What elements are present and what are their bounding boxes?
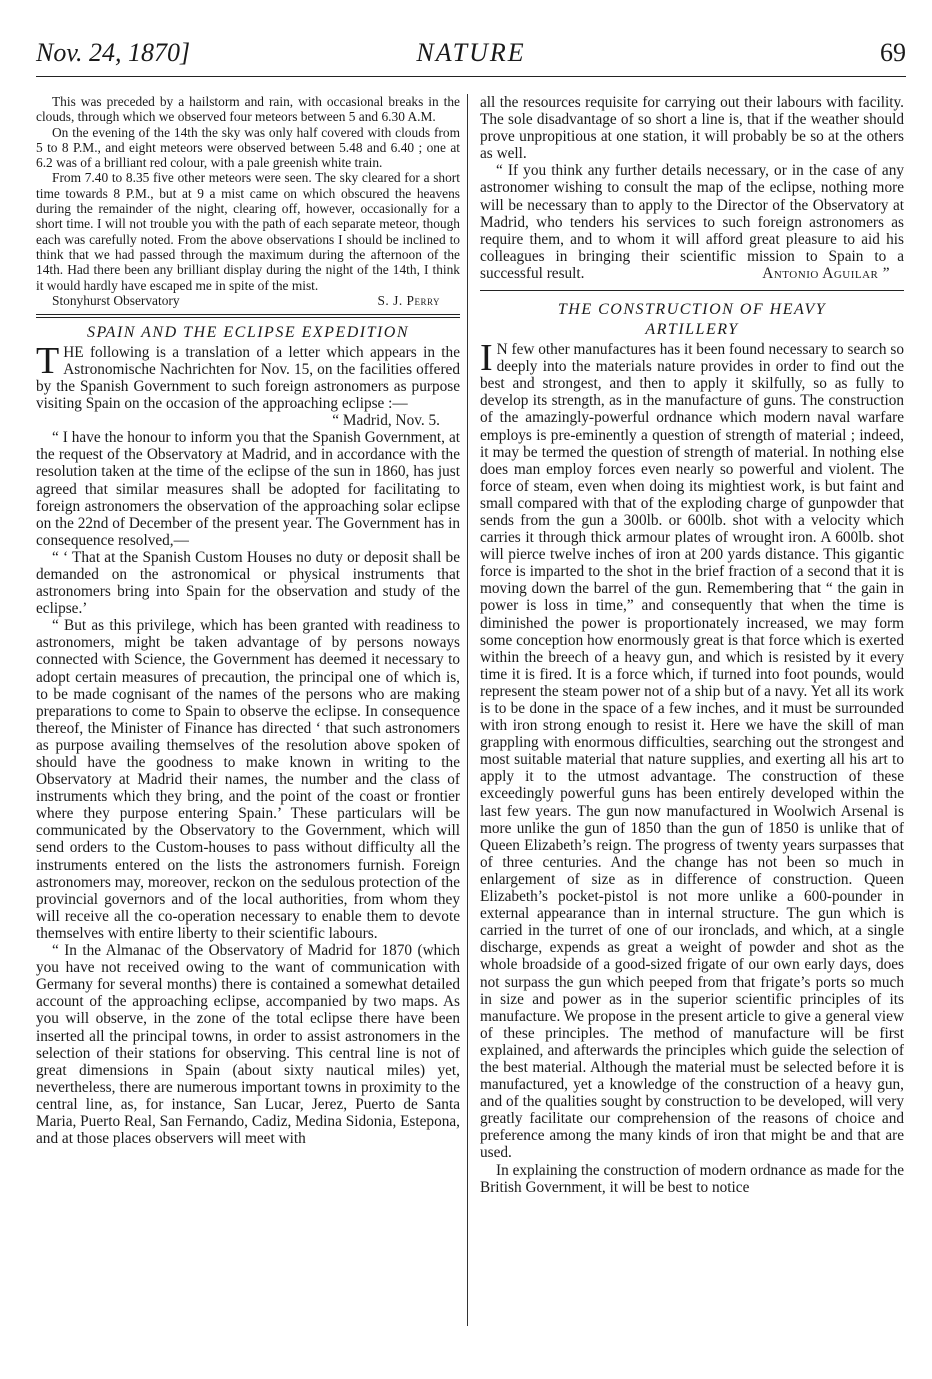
issue-date: Nov. 24, 1870]	[36, 38, 191, 67]
spain-continuation-1: all the resources requisite for carrying out their labours with facility. The sole disadvantage of so short a line is, that if the weather should prove unpropitious at one station, it will probably be so at the others as well.	[480, 94, 904, 163]
spain-dateline: “ Madrid, Nov. 5.	[332, 412, 440, 430]
perry-paragraph-2: On the evening of the 14th the sky was only half covered with clouds from 5 to 8 P.M., and eight meteors were observed between 5.48 and 6.40 ; one at 6.2 was of a brilliant red colour, with a pale greenish white train.	[36, 124, 460, 171]
column-divider	[467, 94, 468, 1326]
page-header	[36, 38, 906, 72]
section-rule-right	[480, 290, 904, 291]
artillery-paragraph-1	[480, 337, 904, 1162]
artillery-paragraph-1-text: N few other manufactures has it been found necessary to search so deeply into the materials nature provides in order to find out the best and strongest, and then to apply it skilfully, so as fully to develop its strength, as in the manufacture of guns. The construction of the amazingly-powerful ordnance which modern naval warfare employs is pre-eminently a question of strength of material ; indeed, it may be termed the question of strength of material. In nothing else does man employ forces even nearly so powerful and violent. The force of steam, even when doing its mightiest work, is but faint and small compared with that of the exploding charge of gunpowder that sends from the gun a 300lb. or 600lb. shot with a velocity which carries it through thick armour plates of wrought iron. A 600lb. shot will pierce twelve inches of iron at 200 yards distance. This gigantic force is imparted to the shot in the brief fraction of a second that it is moving down the barrel of the gun. Remembering that “ the gain in power is loss in time,” and consequently that when the time is diminished the power is proportionately increased, we may form some conception how enormously great is that force which is exerted within the breech of a heavy gun, and which is resisted by it every time it is fired. It is a force which, if turned into foot pounds, would represent the steam power not of a ship but of a navy. Yet all its work is to be done in the space of a few inches, and it must be surrounded with iron strong enough to resist it. Here we have the skill of man grappling with enormous difficulties, searching out the strongest and most suitable material that nature supplies, and exerting all his art to apply it to the utmost advantage. The construction of these exceedingly powerful guns has been entirely developed within the last few years. The gun now manufactured in Woolwich Arsenal is more unlike the gun of 1850 than the gun of 1850 is unlike that of Queen Elizabeth’s reign. The progress of twenty years surpasses that of three centuries. And the change has not been so much in enlargement of size as in difference of construction. Queen Elizabeth’s pocket-pistol is not more unlike a 600-pounder in external appearance than in internal structure. The gun which is carried in the turret of one of our ironclads, and which, at a single discharge, expends as great a weight of powder and shot as the whole broadside of a good-sized frigate of our own early days, does not surpass the gun which peeped from that frigate’s ports so much in size and power as in the superior scientific principles of its manufacture. We propose in the present article to give a general view of these principles. The method of manufacture will be first explained, and afterwards the principles which guide the selection of the best material. Although the material must be selected before it is manufactured, yet a knowledge of the construction of a heavy gun, and of the qualities sought by construction to be developed, will very greatly facilitate our comprehension of the reasons of choice and preference among the many kinds of iron that might be and that are used.	[480, 341, 904, 1162]
section-rule	[36, 314, 460, 318]
spain-dropcap: T	[36, 339, 60, 382]
spain-paragraph-2: “ ‘ That at the Spanish Custom Houses no duty or deposit shall be demanded on the astronomical or physical instruments that astronomers bring into Spain for the observation and study of the eclipse.’	[36, 548, 460, 618]
journal-title: NATURE	[416, 38, 526, 67]
spain-paragraph-4: “ In the Almanac of the Observatory of Madrid for 1870 (which you have not received owing to the want of communication with Germany for several months) there is contained a somewhat detailed account of the approaching eclipse, accompanied by two maps. As you will observe, in the zone of the total eclipse there have been inserted all the principal towns, in order to assist astronomers in the selection of their stations for observing. This central line is not of great dimensions in Spain (about sixty nautical miles) yet, nevertheless, there are numerous important towns in proximity to the central line, as, for instance, San Lucar, Jerez, Puerto de Santa Maria, Puerto Real, San Fernando, Cadiz, Medina Sidonia, Estepona, and at those places observers will meet with	[36, 942, 460, 1148]
artillery-title-line-1: THE CONSTRUCTION OF HEAVY	[557, 301, 827, 319]
perry-paragraph-3: From 7.40 to 8.35 five other meteors were seen. The sky cleared for a short time towards 8 P.M., but at 9 a mist came on which obscured the heavens during the remainder of the night, clearing off, however, occasionally for a short time. I will not trouble you with the path of each separate meteor, though each was carefully noted. From the above observations I should be inclined to think that we had passed through the maximum during the afternoon of the 14th. Had there been any brilliant display during the night of the 14th, I think it would hardly have escaped me in spite of the mist.	[36, 170, 460, 293]
artillery-dropcap: I	[480, 337, 493, 380]
spain-article-title: SPAIN AND THE ECLIPSE EXPEDITION	[86, 323, 410, 341]
page-number: 69	[880, 38, 906, 67]
spain-intro	[36, 339, 460, 413]
right-column	[480, 94, 904, 1196]
spain-continuation-2	[480, 162, 904, 282]
spain-paragraph-3: “ But as this privilege, which has been granted with readiness to astronomers, might be taken advantage of by persons noways connected with Science, the Government has deemed it necessary to adopt certain measures of precaution, the principal one of which is, to be made cognisant of the names of the persons who are making preparations to come to Spain to observe the eclipse. In consequence thereof, the Minister of Finance has directed ‘ that such astronomers as purpose availing themselves of the resolution above spoken of should have the goodness to make known in writing to the Observatory at Madrid their names, the number and the class of instruments which they bring, and the point of the coast or frontier where they purpose entering Spain.’ These particulars will be communicated by the Observatory to the Government, which will send orders to the Custom-houses to pass without difficulty all the instruments entered on the lists the astronomers furnish. Foreign astronomers may, moreover, reckon on the sedulous protection of the provincial governors and of the local authorities, from whom they will receive all the co-operation necessary to enable them to devote themselves with entire liberty to their scientific labours.	[36, 617, 460, 942]
artillery-title-line-2: ARTILLERY	[645, 321, 739, 339]
artillery-paragraph-2: In explaining the construction of modern ordnance as made for the British Government, it will be best to notice	[480, 1161, 904, 1196]
spain-continuation-2-text: “ If you think any further details necessary, or in the case of any astronomer wishing to consult the map of the eclipse, nothing more will be necessary than to apply to the Director of the Observatory at Madrid, who tenders his services to such foreign astronomers as require them, and to whom it will afford great pleasure to aid his colleagues in bringing their scientific mission to Spain to a successful result.	[480, 162, 904, 282]
perry-paragraph-1: This was preceded by a hailstorm and rain, with occasional breaks in the clouds, through which we observed four meteors between 5 and 6.30 A.M.	[36, 94, 460, 125]
header-rule	[36, 76, 906, 77]
perry-place: Stonyhurst Observatory	[52, 292, 180, 308]
spain-paragraph-1: “ I have the honour to inform you that the Spanish Government, at the request of the Observatory at Madrid, and in accordance with the resolution taken at the time of the eclipse of the sun in 1860, has just agreed that similar measures shall be adopted for facilitating to foreign astronomers the observation of the approaching solar eclipse on the 22nd of December of the present year. The Government has in consequence resolved,—	[36, 429, 460, 549]
spain-intro-text: HE following is a translation of a letter which appears in the Astronomische Nachrichten for Nov. 15, on the facilities offered by the Spanish Government to such foreign astronomers as purpose visiting Spain on the occasion of the approaching eclipse :—	[36, 343, 460, 413]
left-column	[36, 94, 460, 1147]
perry-signature	[36, 293, 460, 308]
spain-signature: Antonio Aguilar ”	[762, 264, 890, 282]
perry-name: S. J. Perry	[377, 292, 440, 308]
